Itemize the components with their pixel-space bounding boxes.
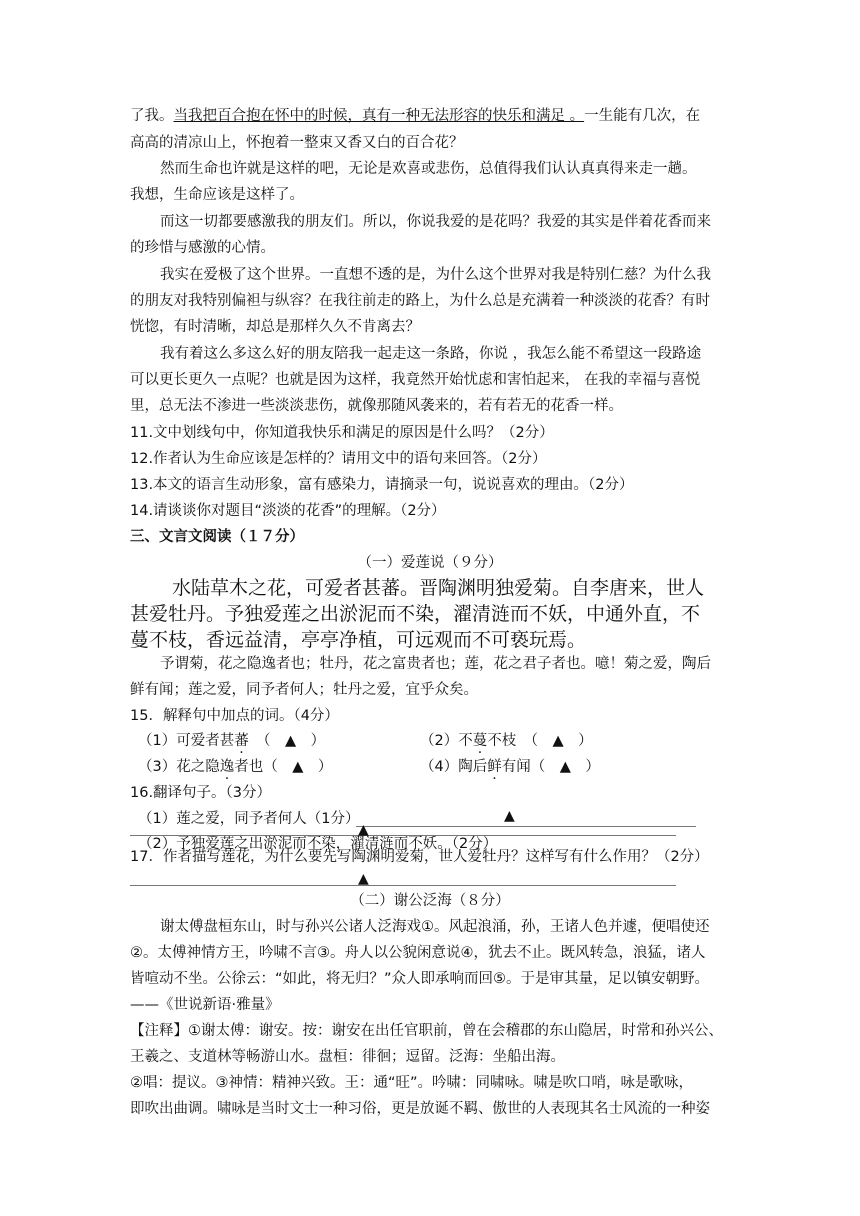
essay-paragraph-start: 然而生命也许就是这样的吧，无论是欢喜或悲伤，总值得我们认认真真得来走一趟。 [160, 161, 697, 177]
answer-line[interactable] [130, 835, 676, 836]
dotted-word: 鲜 [487, 759, 502, 775]
classical-text-line: 予谓菊，花之隐逸者也；牡丹，花之富贵者也；莲，花之君子者也。噫！菊之爱，陶后 [160, 656, 711, 672]
note-line: 王羲之、支道林等畅游山水。盘桓：徘徊；逗留。泛海：坐船出海。 [130, 1049, 565, 1065]
essay-paragraph-start: 而这一切都要感激我的朋友们。所以，你说我爱的是花吗？我爱的其实是伴着花香而来 [160, 214, 711, 230]
section-title: 三、文言文阅读（１７分） [130, 529, 304, 545]
essay-line: 我想，生命应该是这样了。 [130, 187, 304, 203]
answer-mark-icon: ▲ [358, 871, 369, 887]
underlined-sentence: 当我把百合抱在怀中的时候，真有一种无法形容的快乐和满足 。 [173, 108, 585, 124]
q16-part-1: （1）莲之爱，同予者何人（1分） [138, 811, 360, 827]
essay-paragraph-start: 我有着这么多这么好的朋友陪我一起走这一条路，你说 ，我怎么能不希望这一段路途 [160, 346, 702, 362]
q16-part-2: （2）予独爱莲之出淤泥而不染，濯清涟而不妖。（2分） [138, 836, 498, 852]
text: （1）可爱者甚 [138, 733, 235, 749]
essay-line: 里，总无法不渗进一些淡淡悲伤，就像那随风袭来的，若有若无的花香一样。 [130, 398, 623, 414]
subsection-title: （二）谢公泛海（８分） [350, 893, 510, 909]
text: 一生能有几次，在 [584, 108, 701, 124]
question-13: 13.本文的语言生动形象，富有感染力，请摘录一句，说说喜欢的理由。（2分） [130, 477, 634, 493]
classical-text-line: 甚爱牡丹。予独爱莲之出淤泥而不染，濯清涟而不妖，中通外直，不 [130, 603, 701, 625]
q15-item-1 [138, 731, 325, 751]
note-line: 即吹出曲调。啸咏是当时文士一种习俗，更是放诞不羁、傲世的人表现其名士风流的一种姿 [130, 1101, 710, 1117]
essay-line: 的朋友对我特别偏袒与纵容？在我往前走的路上，为什么总是充满着一种淡淡的花香？有时 [130, 293, 710, 309]
question-12: 12.作者认为生命应该是怎样的？请用文中的语句来回答。（2分） [130, 451, 547, 467]
classical-text-line: 谢太傅盘桓东山，时与孙兴公诸人泛海戏①。风起浪涌，孙，王诸人色并遽，便唱使还 [160, 919, 710, 935]
text: （3）花之隐 [138, 759, 220, 775]
essay-line: 可以更长更久一点呢？也就是因为这样，我竟然开始忧虑和害怕起来， 在我的幸福与喜悦 [130, 372, 701, 388]
dotted-word: 蕃 [234, 733, 249, 749]
q15-item-3 [138, 757, 332, 777]
source-citation: ——《世说新语·雅量》 [130, 997, 280, 1013]
question-14: 14.请谈谈你对题目“淡淡的花香”的理解。（2分） [130, 503, 446, 519]
q15-item-2 [420, 731, 593, 751]
classical-text-line: 皆喧动不坐。公徐云：“如此，将无归？”众人即承响而回⑤。于是审其量，足以镇安朝野。 [130, 971, 710, 987]
answer-line[interactable] [130, 885, 676, 886]
answer-slot[interactable]: 者也（ ▲ ） [234, 759, 333, 775]
text: （2）不 [420, 733, 473, 749]
note-line: 【注释】①谢太傅：谢安。按：谢安在出任官职前，曾在会稽郡的东山隐居，时常和孙兴公、 [130, 1023, 723, 1039]
classical-text-line: 水陆草木之花，可爱者甚蕃。晋陶渊明独爱菊。自李唐来，世人 [172, 577, 705, 599]
text: 了我。 [130, 108, 174, 124]
answer-slot[interactable]: （ ▲ ） [248, 733, 326, 749]
question-15: 15．解释句中加点的词。（4分） [130, 708, 339, 724]
answer-mark-icon: ▲ [504, 808, 515, 824]
essay-paragraph-start: 我实在爱极了这个世界。一直想不透的是，为什么这个世界对我是特别仁慈？为什么我 [160, 267, 711, 283]
essay-line [130, 106, 700, 126]
answer-line[interactable] [356, 826, 696, 827]
subsection-title: （一）爱莲说（９分） [357, 555, 503, 571]
classical-text-line: 鲜有闻；莲之爱，同予者何人；牡丹之爱，宜乎众矣。 [130, 682, 478, 698]
essay-line: 高高的清凉山上，怀抱着一整束又香又白的百合花？ [130, 135, 464, 151]
essay-line: 的珍惜与感激的心情。 [130, 240, 275, 256]
essay-line: 恍惚，有时清晰，却总是那样久久不肯离去？ [130, 319, 420, 335]
question-16: 16.翻译句子。（3分） [130, 785, 272, 801]
dotted-word: 蔓 [472, 733, 488, 749]
answer-slot[interactable]: 有闻（ ▲ ） [501, 759, 600, 775]
question-11: 11.文中划线句中，你知道我快乐和满足的原因是什么吗？（2分） [130, 425, 554, 441]
question-17: 17．作者描写莲花，为什么要先写陶渊明爱菊，世人爱牡丹？这样写有什么作用？（2分） [130, 849, 709, 865]
dotted-word: 逸 [219, 759, 235, 775]
text: （4）陶后 [420, 759, 488, 775]
note-line: ②唱：提议。③神情：精神兴致。王：通“旺”。吟啸：同啸咏。啸是吹口哨，咏是歌咏， [130, 1075, 694, 1091]
answer-mark-icon: ▲ [358, 822, 369, 838]
q15-item-4 [420, 757, 600, 777]
classical-text-line: ②。太傅神情方王，吟啸不言③。舟人以公貌闲意说④，犹去不止。既风转急，浪猛，诸人 [130, 945, 706, 961]
answer-slot[interactable]: 不枝 （ ▲ ） [487, 733, 593, 749]
classical-text-line: 蔓不枝，香远益清，亭亭净植，可远观而不可亵玩焉。 [130, 629, 587, 651]
